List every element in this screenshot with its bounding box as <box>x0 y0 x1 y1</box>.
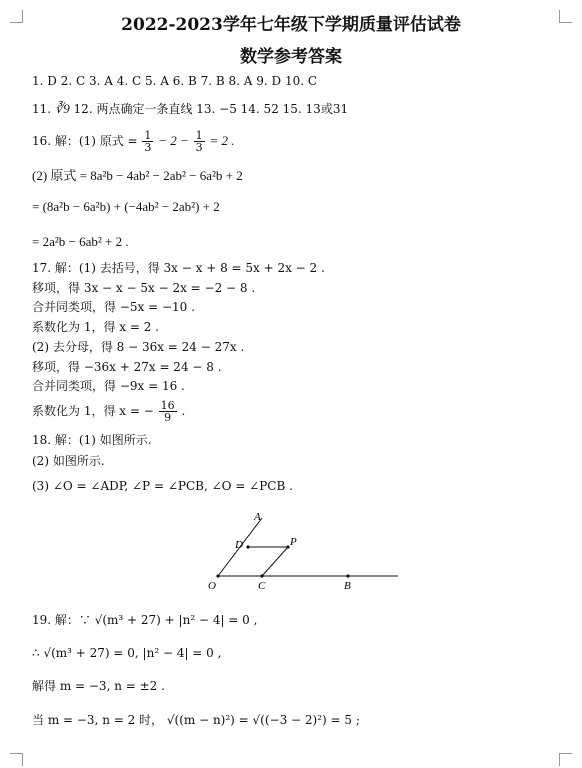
q16-part1-prefix: 16. 解：(1) 原式 = <box>32 134 138 148</box>
q17-line8-suffix: . <box>181 404 186 418</box>
point-d <box>246 545 249 548</box>
q17-line2: 移项，得 3x − x − 5x − 2x = −2 − 8 . <box>32 281 256 295</box>
q16-part1-middle: − 2 − <box>158 133 189 148</box>
fraction-denominator: 3 <box>144 141 152 154</box>
q17-line4: 系数化为 1，得 x = 2 . <box>32 320 159 334</box>
label-c: C <box>258 580 266 592</box>
q17-line6: 移项，得 −36x + 27x = 24 − 8 . <box>32 360 222 374</box>
label-o: O <box>208 580 216 592</box>
q17-line5: (2) 去分母，得 8 − 36x = 24 − 27x . <box>32 340 245 354</box>
q17-line8-prefix: 系数化为 1，得 x = − <box>32 404 154 418</box>
q18-line2: (2) 如图所示. <box>32 454 105 468</box>
geometry-figure <box>200 508 400 592</box>
fill-11-value: ∛9 <box>54 101 70 116</box>
fill-11-label: 11. <box>32 102 52 116</box>
q17-line3: 合并同类项，得 −5x = −10 . <box>32 300 195 314</box>
segment-pc <box>262 547 288 576</box>
fraction <box>142 130 153 153</box>
label-a: A <box>254 511 261 523</box>
document-title: 2022-2023学年七年级下学期质量评估试卷 <box>121 15 461 35</box>
q18-line1: 18. 解：(1) 如图所示. <box>32 433 152 447</box>
fraction-numerator: 1 <box>195 129 203 142</box>
crop-mark-bottom-right <box>559 753 572 766</box>
q19-line3: 解得 m = −3, n = ±2 . <box>32 679 165 693</box>
fraction-denominator: 9 <box>164 411 172 424</box>
fraction-denominator: 3 <box>195 141 203 154</box>
point-o <box>216 574 219 577</box>
q16-part2-line1: (2) 原式 = 8a²b − 4ab² − 2ab² − 6a²b + 2 <box>32 168 243 183</box>
answers-mc: 1. D 2. C 3. A 4. C 5. A 6. B 7. B 8. A 9. D 10. C <box>32 74 318 88</box>
crop-mark-bottom-left <box>10 753 23 766</box>
q16-part1 <box>32 130 234 153</box>
q17-line1: 17. 解：(1) 去括号，得 3x − x + 8 = 5x + 2x − 2 . <box>32 261 325 275</box>
q17-line7: 合并同类项，得 −9x = 16 . <box>32 379 185 393</box>
label-p: P <box>290 536 297 548</box>
fraction-numerator: 16 <box>160 399 175 412</box>
point-c <box>260 574 263 577</box>
fraction-numerator: 1 <box>144 129 152 142</box>
q16-part1-result: = 2 . <box>209 133 235 148</box>
q17-line8 <box>32 400 185 423</box>
label-d: D <box>235 539 243 551</box>
q16-part2-line2: = (8a²b − 6a²b) + (−4ab² − 2ab²) + 2 <box>32 199 220 214</box>
answers-fill <box>32 101 348 117</box>
q18-line3: (3) ∠O = ∠ADP, ∠P = ∠PCB, ∠O = ∠PCB . <box>32 479 293 493</box>
q19-line2: ∴ √(m³ + 27) = 0, |n² − 4| = 0 , <box>32 646 222 660</box>
q19-line4: 当 m = −3, n = 2 时， √((m − n)²) = √((−3 − 2)²) = 5 ; <box>32 713 360 727</box>
label-b: B <box>344 580 351 592</box>
q16-part2-line3: = 2a²b − 6ab² + 2 . <box>32 234 129 249</box>
point-b <box>346 574 349 577</box>
q19-line1: 19. 解：∵ √(m³ + 27) + |n² − 4| = 0 , <box>32 613 258 627</box>
fraction <box>159 400 177 423</box>
fraction <box>194 130 205 153</box>
document-subtitle: 数学参考答案 <box>240 47 342 67</box>
fill-12-15: 12. 两点确定一条直线 13. −5 14. 52 15. 13或31 <box>73 102 349 116</box>
